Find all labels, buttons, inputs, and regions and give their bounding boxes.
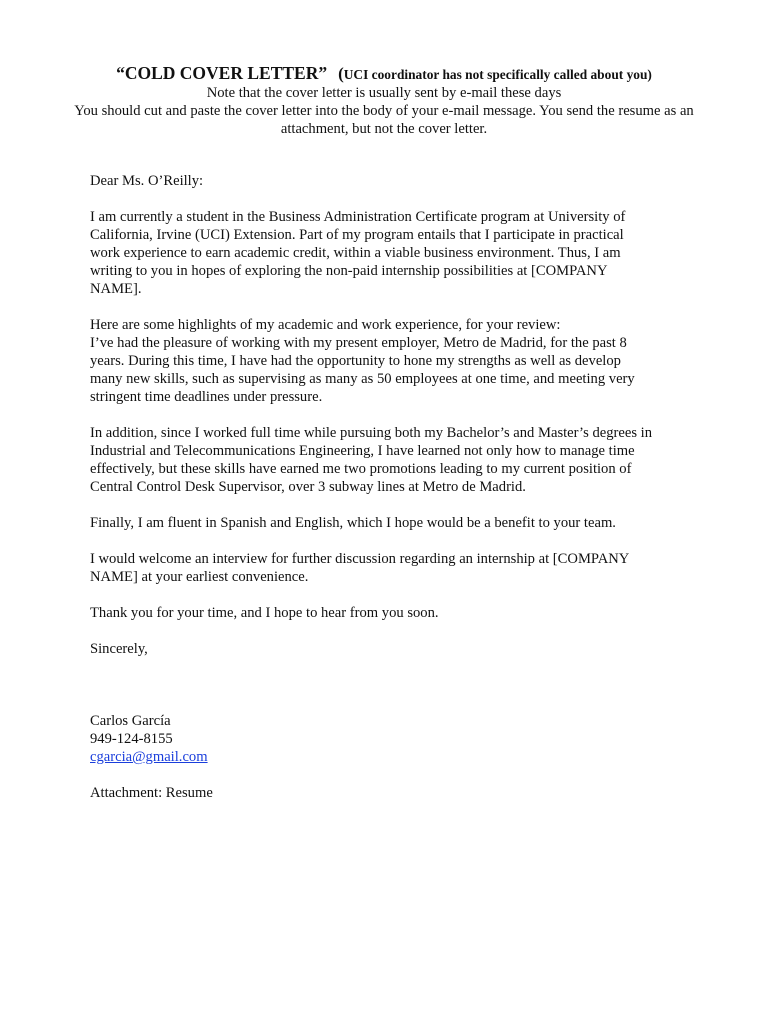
paragraph-line: I would welcome an interview for further discussion regarding an internship at [COMPANY [90,551,630,567]
signature-block [90,712,660,766]
paragraph-line: California, Irvine (UCI) Extension. Part of my program entails that I participate in practical [90,227,624,243]
paragraph-interview-request [90,550,660,586]
paragraph-line: Here are some highlights of my academic and work experience, for your review: [90,317,561,333]
paragraph-intro [90,208,660,298]
title-paren-open: ( [338,64,344,83]
salutation: Dear Ms. O’Reilly: [90,173,204,189]
paragraph-languages [90,514,660,532]
paragraph-line: effectively, but these skills have earned me two promotions leading to my current position of [90,461,632,477]
document-title [0,62,768,84]
paragraph-line: work experience to earn academic credit, within a viable business environment. Thus, I am [90,245,621,261]
instruction-text: You should cut and paste the cover letter into the body of your e-mail message. You send the resume as an attachment, but not the cover letter. [74,103,694,137]
email-note: Note that the cover letter is usually sent by e-mail these days [206,85,562,101]
title-main: “COLD COVER LETTER” [116,63,328,83]
paragraph-line: NAME] at your earliest convenience. [90,569,309,585]
letter-body [90,172,660,802]
paragraph-line: many new skills, such as supervising as many as 50 employees at one time, and meeting very [90,371,635,387]
signature-name: Carlos García [90,713,171,729]
paragraph-line: years. During this time, I have had the opportunity to hone my strengths as well as develop [90,353,621,369]
document-header [0,62,768,138]
paragraph-line: I’ve had the pleasure of working with my present employer, Metro de Madrid, for the past 8 [90,335,627,351]
title-subtitle: UCI coordinator has not specifically called about you [343,67,648,82]
paragraph-line: Thank you for your time, and I hope to hear from you soon. [90,605,439,621]
paragraph-line: writing to you in hopes of exploring the non-paid internship possibilities at [COMPANY [90,263,608,279]
signature-phone: 949-124-8155 [90,731,173,747]
paragraph-education [90,424,660,496]
paragraph-line: In addition, since I worked full time while pursuing both my Bachelor’s and Master’s degrees in [90,425,653,441]
paragraph-line: stringent time deadlines under pressure. [90,389,323,405]
paragraph-line: Industrial and Telecommunications Engineering, I have learned not only how to manage time [90,443,635,459]
paragraph-thanks [90,604,660,622]
closing: Sincerely, [90,641,148,657]
paragraph-highlights [90,316,660,406]
attachment-note: Attachment: Resume [90,785,213,801]
paragraph-line: NAME]. [90,281,142,297]
paragraph-line: I am currently a student in the Business Administration Certificate program at University of [90,209,626,225]
paragraph-line: Central Control Desk Supervisor, over 3 subway lines at Metro de Madrid. [90,479,526,495]
title-paren-close: ) [647,67,652,82]
paragraph-line: Finally, I am fluent in Spanish and English, which I hope would be a benefit to your team. [90,515,616,531]
signature-email-link[interactable]: cgarcia@gmail.com [90,749,208,765]
